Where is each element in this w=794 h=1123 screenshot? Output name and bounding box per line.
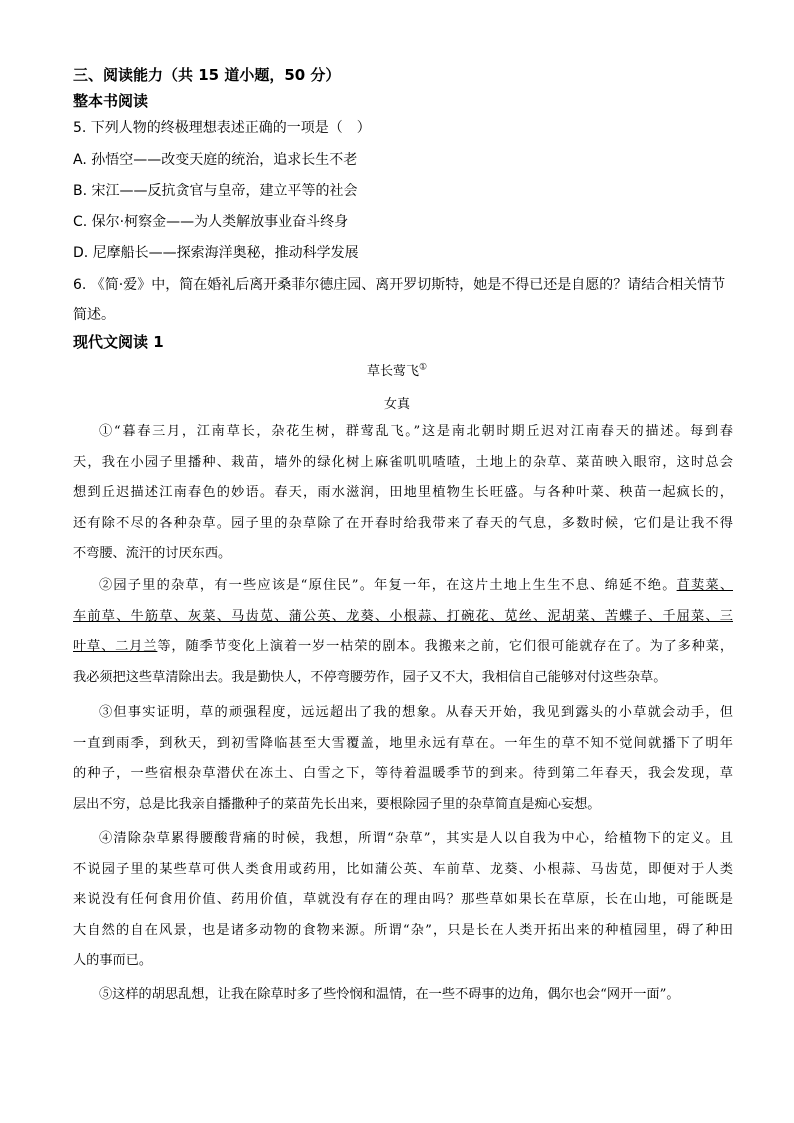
section-title: 三、阅读能力（共 15 道小题，50 分） xyxy=(73,66,341,84)
paragraph-line: 层出不穷，总是比我亲自播撒种子的菜苗先长出来，要根除园子里的杂草简直是痴心妄想。 xyxy=(73,796,601,812)
paragraph-line: ④清除杂草累得腰酸背痛的时候，我想，所谓“杂草”，其实是人以自我为中心，给植物下的定义。且 xyxy=(99,831,733,846)
article-paragraph-2 xyxy=(73,571,733,693)
question-5-option-a: A. 孙悟空——改变天庭的统治，追求长生不老 xyxy=(73,152,358,168)
article-paragraph-4 xyxy=(73,824,733,977)
question-5-option-b: B. 宋江——反抗贪官与皇帝，建立平等的社会 xyxy=(73,183,358,199)
paragraph-line: 大自然的自在风景，也是诸多动物的食物来源。所谓“杂”，只是长在人类开拓出来的种植园里，碍了种田 xyxy=(73,922,733,938)
paragraph-line: 的种子，一些宿根杂草潜伏在冻土、白雪之下，等待着温暖季节的到来。待到第二年春天，我会发现，草 xyxy=(73,766,733,781)
paragraph-line: ③但事实证明，草的顽强程度，远远超出了我的想象。从春天开始，我见到露头的小草就会动手，但 xyxy=(99,705,733,720)
paragraph-line: ①“暮春三月，江南草长，杂花生树，群莺乱飞。”这是南北朝时期丘迟对江南春天的描述。每到春 xyxy=(99,424,733,439)
paragraph-line: 来说没有任何食用价值、药用价值，草就没有存在的理由吗？那些草如果长在草原，长在山地，可能既是 xyxy=(73,892,733,907)
article-title-text: 草长莺飞 xyxy=(366,364,419,379)
paragraph-line: 不说园子里的某些草可供人类食用或药用，比如蒲公英、车前草、龙葵、小根蒜、马齿苋，即便对于人类 xyxy=(73,861,733,877)
question-6-line-2: 简述。 xyxy=(73,307,115,323)
underlined-plant-names: 苜荬菜、 xyxy=(676,578,733,593)
article-paragraph-3 xyxy=(73,698,733,820)
paragraph-line: 人的事而已。 xyxy=(73,953,153,968)
article-title xyxy=(0,360,794,379)
paragraph-line: 天，我在小园子里播种、栽苗，墙外的绿化树上麻雀叽叽喳喳，土地上的杂草、菜苗映入眼帘，这时总会 xyxy=(73,454,733,470)
underlined-plant-names: 叶草、二月兰 xyxy=(73,639,158,654)
article-author: 女真 xyxy=(383,397,410,412)
paragraph-line xyxy=(73,571,733,602)
paragraph-line: 我必须把这些草清除出去。我是勤快人，不停弯腰劳作，园子又不大，我相信自己能够对付这些杂草。 xyxy=(73,669,667,685)
question-5-stem: 5. 下列人物的终极理想表述正确的一项是（ ） xyxy=(73,120,371,136)
paragraph-line: 一直到雨季，到秋天，到初雪降临甚至大雪覆盖，地里永远有草在。一年生的草不知不觉间就播下了明年 xyxy=(73,735,733,751)
paragraph-text: ②园子里的杂草，有一些应该是“原住民”。年复一年，在这片土地上生生不息、绵延不绝。 xyxy=(99,578,677,593)
article-paragraph-1 xyxy=(73,417,733,570)
article-paragraph-5 xyxy=(73,980,733,1011)
paragraph-line: ⑤这样的胡思乱想，让我在除草时多了些怜悯和温情，在一些不碍事的边角，偶尔也会“网开一面”。 xyxy=(99,987,680,1002)
subsection-modern-reading-1: 现代文阅读 1 xyxy=(73,333,164,351)
paragraph-line: 还有除不尽的各种杂草。园子里的杂草除了在开春时给我带来了春天的气息，多数时候，它们是让我不得 xyxy=(73,515,733,531)
question-6-line-1: 6. 《简·爱》中，简在婚礼后离开桑菲尔德庄园、离开罗切斯特，她是不得已还是自愿的？请结合相关情节 xyxy=(73,277,726,293)
underlined-plant-names: 车前草、牛筋草、灰菜、马齿苋、蒲公英、龙葵、小根蒜、打碗花、苋丝、泥胡菜、苦蝶子、千屈菜、三 xyxy=(73,608,733,624)
paragraph-text: 等，随季节变化上演着一岁一枯荣的剧本。我搬来之前，它们很可能就存在了。为了多种菜， xyxy=(157,639,733,654)
paragraph-line xyxy=(73,632,733,663)
paragraph-line: 不弯腰、流汗的讨厌东西。 xyxy=(73,546,232,561)
paragraph-line: 想到丘迟描述江南春色的妙语。春天，雨水滋润，田地里植物生长旺盛。与各种叶菜、秧苗一起疯长的， xyxy=(73,485,733,500)
article-title-footnote: ① xyxy=(418,362,428,373)
subsection-whole-book-reading: 整本书阅读 xyxy=(73,92,149,110)
question-5-option-c: C. 保尔·柯察金——为人类解放事业奋斗终身 xyxy=(73,214,349,230)
question-5-option-d: D. 尼摩船长——探索海洋奥秘，推动科学发展 xyxy=(73,245,359,261)
